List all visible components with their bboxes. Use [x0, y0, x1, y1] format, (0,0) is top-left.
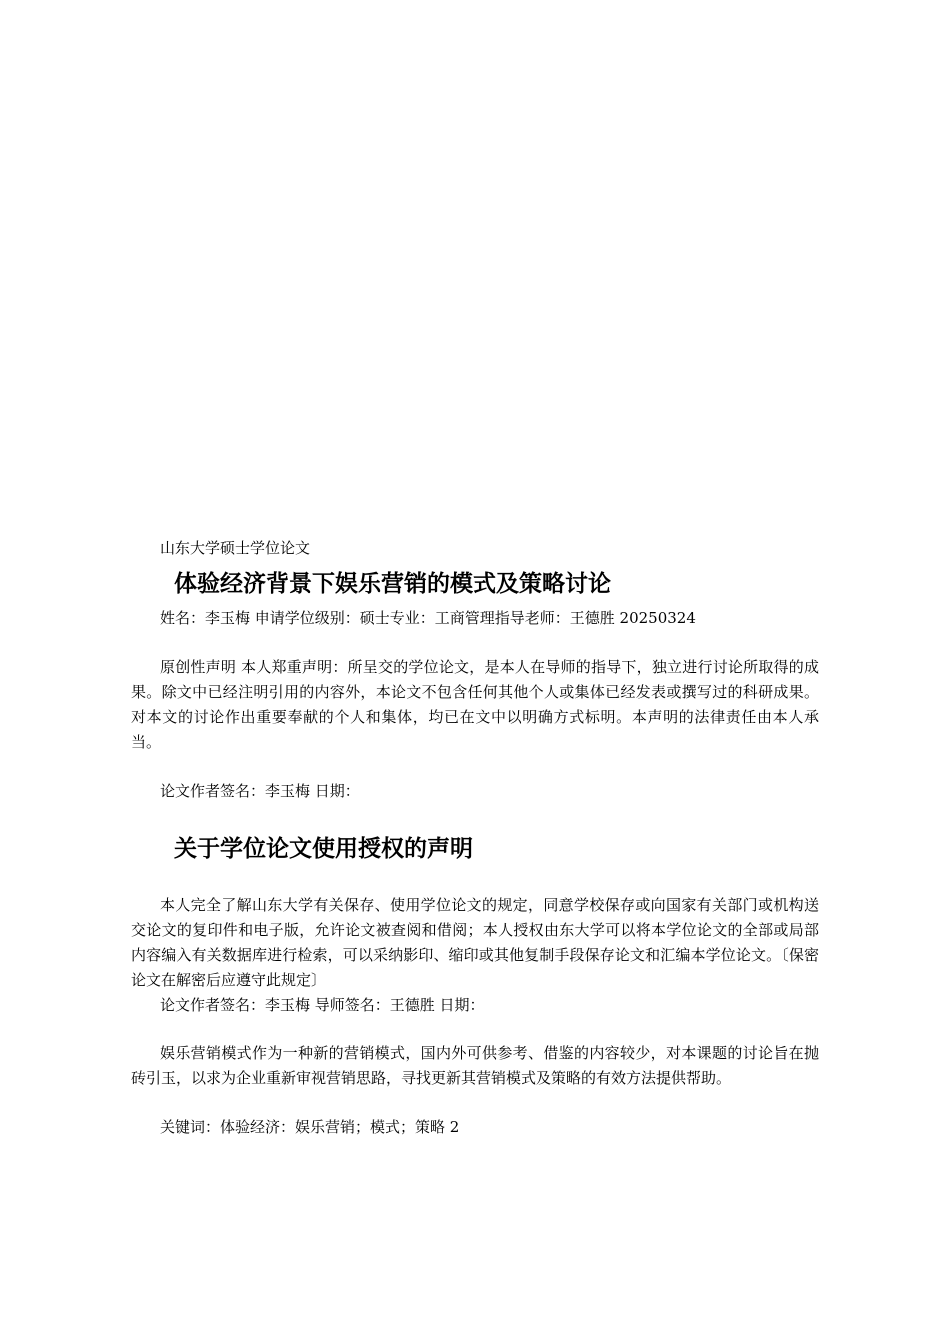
abstract-paragraph: 娱乐营销模式作为一种新的营销模式，国内外可供参考、借鉴的内容较少，对本课题的讨论旨在抛砖引玉，以求为企业重新审视营销思路，寻找更新其营销模式及策略的有效方法提供帮助。 [131, 1044, 819, 1087]
page-content [131, 536, 819, 1140]
authorization-heading: 关于学位论文使用授权的声明 [174, 835, 473, 862]
keywords-line: 关键词：体验经济：娱乐营销；模式；策略 2 [160, 1118, 460, 1136]
authorization-signature-line: 论文作者签名：李玉梅 导师签名：王德胜 日期： [160, 996, 485, 1014]
school-header: 山东大学硕士学位论文 [160, 539, 311, 557]
originality-signature-line: 论文作者签名：李玉梅 日期： [160, 782, 360, 800]
author-meta-line: 姓名：李玉梅 申请学位级别：硕士专业：工商管理指导老师：王德胜 20250324 [160, 609, 696, 627]
originality-statement: 原创性声明 本人郑重声明：所呈交的学位论文，是本人在导师的指导下，独立进行讨论所取得的成果。除文中已经注明引用的内容外，本论文不包含任何其他个人或集体已经发表或撰写过的科研成果。对本文的讨论作出重要奉献的个人和集体，均已在文中以明确方式标明。本声明的法律责任由本人承当。 [131, 658, 819, 751]
authorization-statement: 本人完全了解山东大学有关保存、使用学位论文的规定，同意学校保存或向国家有关部门或机构送交论文的复印件和电子版，允许论文被查阅和借阅；本人授权由东大学可以将本学位论文的全部或局部内容编入有关数据库进行检索，可以采纳影印、缩印或其他复制手段保存论文和汇编本学位论文。〔保密论文在解密后应遵守此规定〕 [131, 896, 819, 989]
thesis-title: 体验经济背景下娱乐营销的模式及策略讨论 [174, 570, 611, 597]
